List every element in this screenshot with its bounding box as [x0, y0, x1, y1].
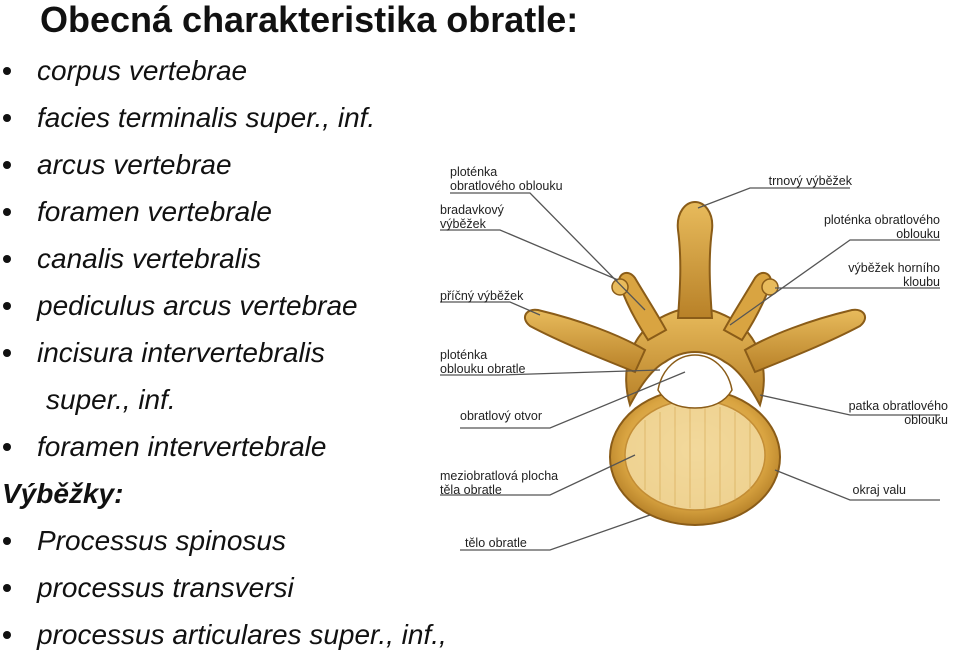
slide-title: Obecná charakteristika obratle:	[40, 0, 579, 40]
label-right: oblouku	[904, 413, 948, 427]
label-left: obratlový otvor	[460, 409, 542, 423]
label-left: oblouku obratle	[440, 362, 526, 376]
label-left: výběžek	[440, 217, 486, 231]
vertebral-body-inner	[625, 400, 765, 510]
vertebra-illustration	[430, 150, 960, 570]
vertebra-figure	[430, 150, 960, 570]
list-item: canalis vertebralis	[37, 243, 262, 274]
list-item: processus articulares super., inf.,	[37, 619, 447, 650]
bullet-dot	[3, 67, 11, 75]
label-left: meziobratlová plocha	[440, 469, 559, 483]
bullet-dot	[3, 584, 11, 592]
label-left: tělo obratle	[465, 536, 527, 550]
bullet-dot	[3, 537, 11, 545]
vertebral-foramen	[658, 355, 732, 408]
list-item: facies terminalis super., inf.	[37, 102, 376, 133]
label-left: ploténka	[450, 165, 498, 179]
label-left: obratlového oblouku	[450, 179, 563, 193]
list-item-continuation: super., inf.	[46, 384, 176, 415]
bullet-dot	[3, 114, 11, 122]
list-item: incisura intervertebralis	[37, 337, 325, 368]
list-item: processus transversi	[37, 572, 294, 603]
list-item: pediculus arcus vertebrae	[37, 290, 358, 321]
bullet-dot	[3, 208, 11, 216]
label-right: kloubu	[903, 275, 940, 289]
list-item: arcus vertebrae	[37, 149, 232, 180]
label-right: oblouku	[896, 227, 940, 241]
list-item: foramen vertebrale	[37, 196, 273, 227]
label-left: těla obratle	[440, 483, 502, 497]
bullet-dot	[3, 255, 11, 263]
list-item: corpus vertebrae	[37, 55, 248, 86]
label-left: příčný výběžek	[440, 289, 524, 303]
bullet-dot	[3, 161, 11, 169]
mammillary-process-left	[612, 279, 628, 295]
transverse-process-right	[745, 310, 865, 372]
label-right: trnový výběžek	[768, 174, 852, 188]
list-item: foramen intervertebrale	[37, 431, 327, 462]
label-right: okraj valu	[852, 483, 906, 497]
bullet-dot	[3, 349, 11, 357]
bullet-dot	[3, 631, 11, 639]
subheading: Výběžky:	[2, 478, 124, 509]
list-item: Processus spinosus	[37, 525, 287, 556]
spinous-process	[678, 202, 713, 318]
label-right: ploténka obratlového	[823, 213, 940, 227]
bullet-dot	[3, 443, 11, 451]
label-left: ploténka	[440, 348, 488, 362]
transverse-process-left	[525, 310, 645, 372]
label-right: výběžek horního	[848, 261, 940, 275]
label-left: bradavkový	[440, 203, 504, 217]
label-right: patka obratlového	[848, 399, 948, 413]
bullet-dot	[3, 302, 11, 310]
